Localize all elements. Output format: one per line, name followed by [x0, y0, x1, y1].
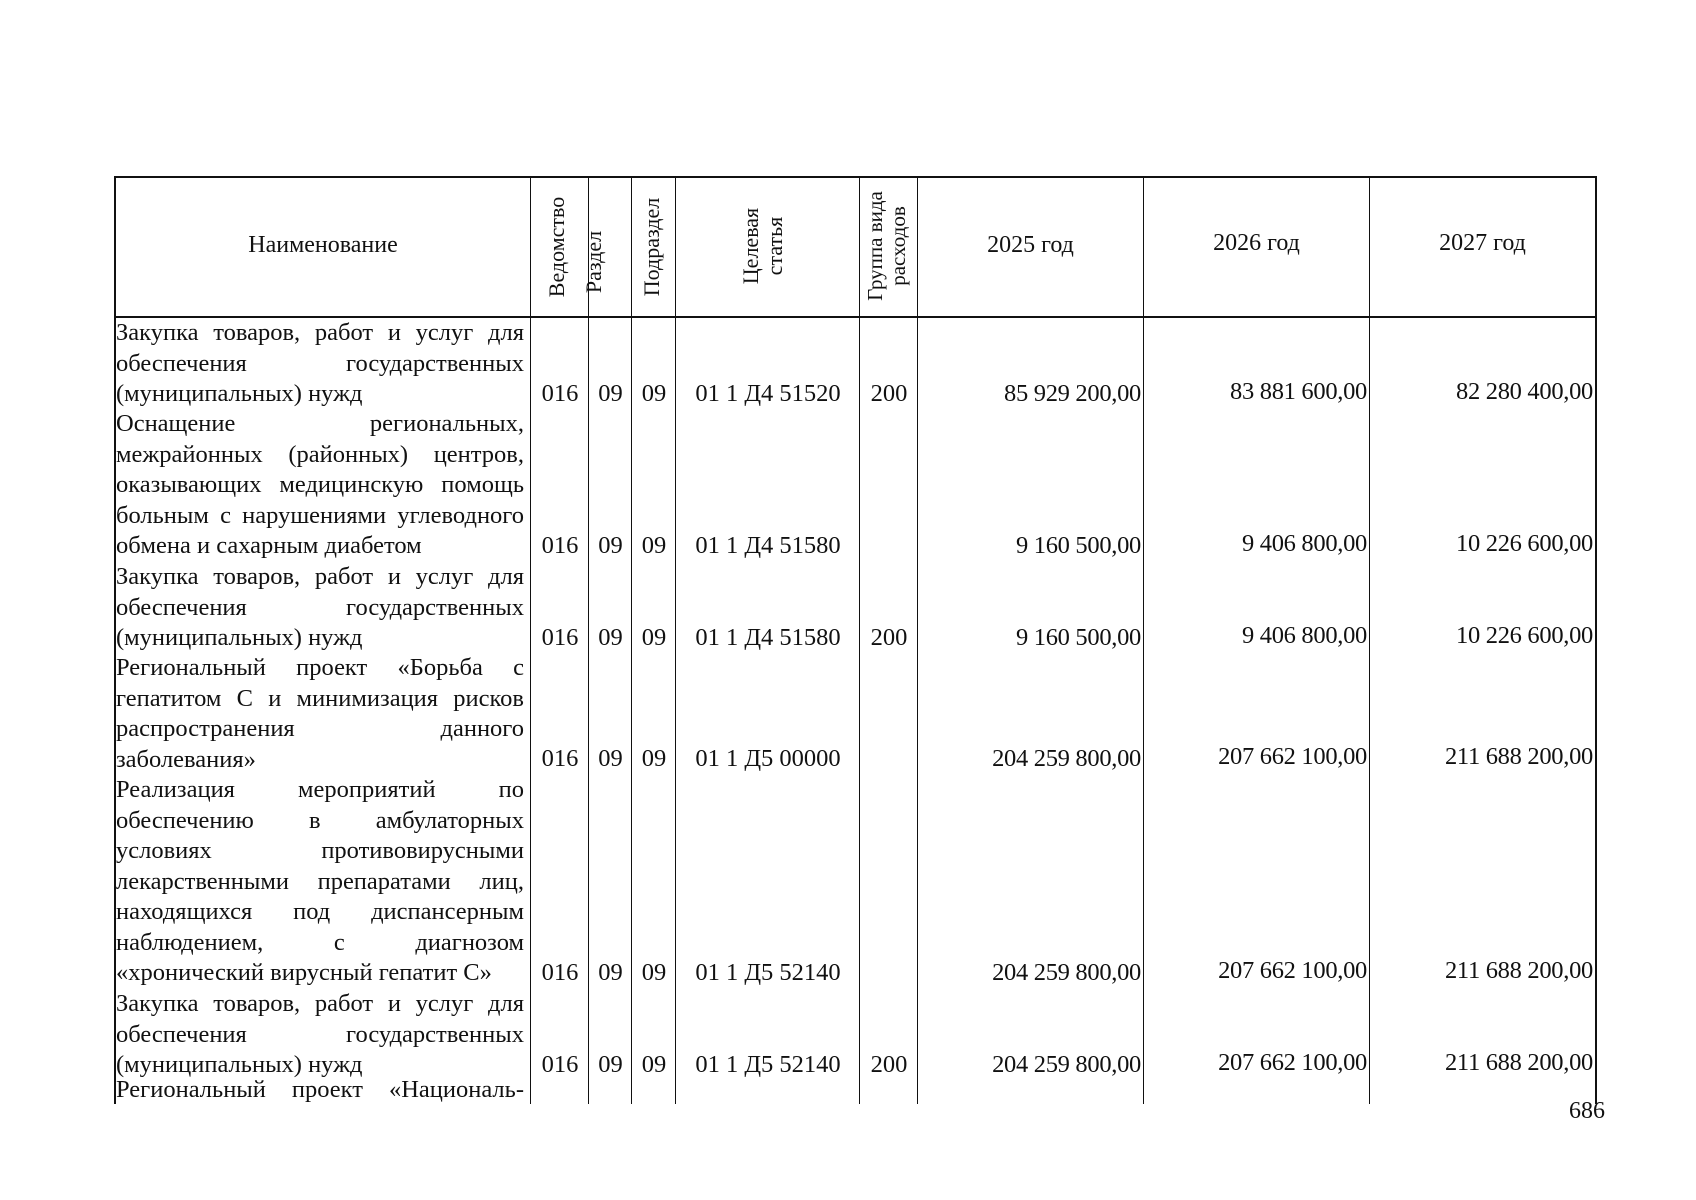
header-gruppa: [864, 178, 916, 314]
row-podrazdel: 09: [641, 532, 667, 559]
row-2025: 9 160 500,00: [1015, 624, 1141, 651]
row-2025: 9 160 500,00: [1015, 532, 1141, 559]
row-2027: 211 688 200,00: [1444, 1049, 1593, 1076]
row-name: Реализация мероприятий по обеспечению в амбулаторных условиях противовирусными лекарственными препаратами лиц, находящихся под диспансерным наблюдением, с диагнозом «хронический вирусный гепатит С»: [116, 776, 524, 986]
row-razdel: 09: [598, 745, 623, 772]
row-2027: 211 688 200,00: [1444, 743, 1593, 770]
row-ved: 016: [541, 1051, 579, 1078]
row-cs: 01 1 Д4 51520: [695, 380, 841, 407]
row-podrazdel: 09: [641, 380, 667, 407]
row-name: Региональный проект «Борьба с гепатитом С и минимизация рисков распространения данного заболевания»: [116, 654, 524, 773]
header-razdel: Раздел: [581, 230, 606, 294]
row-ved: 016: [541, 959, 579, 986]
header-2025: 2025 год: [987, 232, 1074, 258]
row-name: Оснащение региональных, межрайонных (районных) центров, оказывающих медицинскую помощь больным с нарушениями углеводного обмена и сахарным диабетом: [116, 410, 524, 559]
row-name: Закупка товаров, работ и услуг для обеспечения государственных (муниципальных) нужд: [116, 990, 524, 1078]
row-2027: 10 226 600,00: [1456, 622, 1593, 649]
row-podrazdel: 09: [641, 959, 667, 986]
row-2027: 10 226 600,00: [1456, 530, 1593, 557]
page-number: 686: [1569, 1098, 1605, 1124]
row-2026: 207 662 100,00: [1218, 743, 1367, 770]
row-cs: 01 1 Д5 00000: [695, 745, 841, 772]
row-razdel: 09: [598, 624, 623, 651]
row-podrazdel: 09: [641, 745, 667, 772]
row-cs: 01 1 Д4 51580: [695, 624, 841, 651]
row-2027: 82 280 400,00: [1456, 378, 1593, 405]
row-razdel: 09: [598, 959, 623, 986]
header-celevaya-line1: Целевая: [738, 207, 763, 285]
header-2026: 2026 год: [1213, 230, 1300, 256]
header-celevaya: [739, 186, 795, 306]
row-cs: 01 1 Д5 52140: [695, 959, 841, 986]
row-2025: 204 259 800,00: [992, 1051, 1141, 1078]
row-cs: 01 1 Д5 52140: [695, 1051, 841, 1078]
row-ved: 016: [541, 624, 579, 651]
row-podrazdel: 09: [641, 624, 667, 651]
row-2026: 9 406 800,00: [1241, 530, 1367, 557]
row-name: Региональный проект «Националь-: [116, 1076, 524, 1103]
row-2025: 204 259 800,00: [992, 959, 1141, 986]
row-2026: 207 662 100,00: [1218, 1049, 1367, 1076]
row-vr: 200: [870, 624, 908, 651]
header-name: Наименование: [248, 232, 398, 258]
row-cs: 01 1 Д4 51580: [695, 532, 841, 559]
header-gruppa-line1: Группа вида: [863, 191, 887, 301]
row-2026: 207 662 100,00: [1218, 957, 1367, 984]
row-ved: 016: [541, 745, 579, 772]
row-2025: 85 929 200,00: [1004, 380, 1141, 407]
row-name: Закупка товаров, работ и услуг для обеспечения государственных (муниципальных) нужд: [116, 563, 524, 651]
row-2026: 9 406 800,00: [1241, 622, 1367, 649]
row-2027: 211 688 200,00: [1444, 957, 1593, 984]
row-2026: 83 881 600,00: [1230, 378, 1367, 405]
header-gruppa-line2: расходов: [886, 206, 911, 286]
header-vedomstvo: Ведомство: [544, 196, 569, 298]
row-podrazdel: 09: [641, 1051, 667, 1078]
header-2027: 2027 год: [1439, 230, 1526, 256]
row-razdel: 09: [598, 1051, 623, 1078]
row-vr: 200: [870, 1051, 908, 1078]
row-razdel: 09: [598, 380, 623, 407]
header-podrazdel: Подраздел: [639, 197, 664, 297]
row-ved: 016: [541, 532, 579, 559]
header-celevaya-line2: статья: [762, 216, 788, 276]
row-2025: 204 259 800,00: [992, 745, 1141, 772]
row-razdel: 09: [598, 532, 623, 559]
row-name: Закупка товаров, работ и услуг для обеспечения государственных (муниципальных) нужд: [116, 319, 524, 407]
row-vr: 200: [870, 380, 908, 407]
row-ved: 016: [541, 380, 579, 407]
